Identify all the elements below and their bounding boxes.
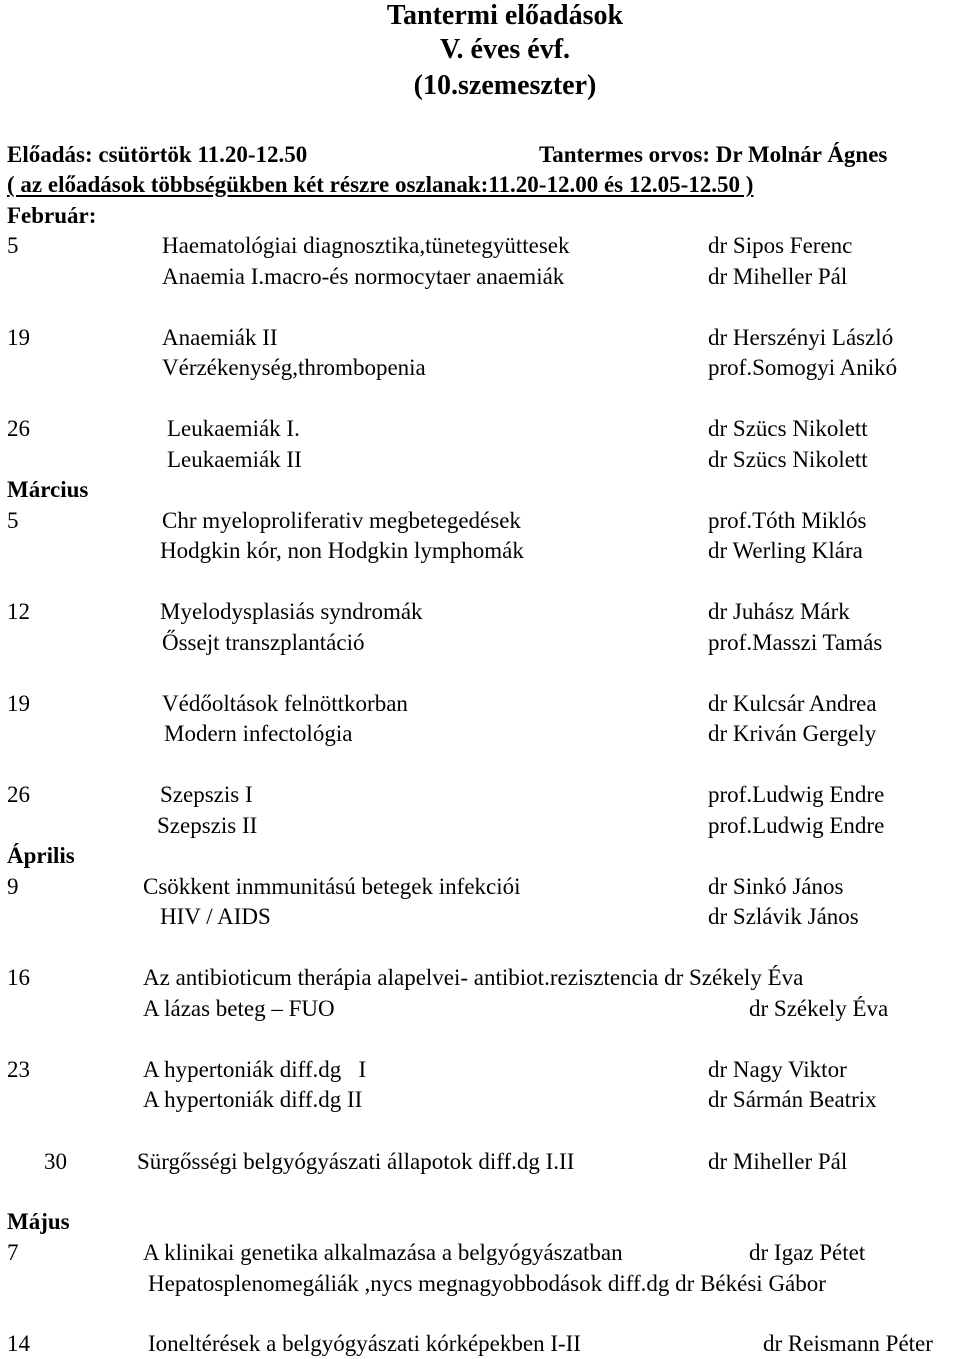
lecturer-name: dr Reismann Péter — [763, 1331, 933, 1356]
lecture-topic: Az antibioticum therápia alapelvei- antibiot.rezisztencia dr Székely Éva — [143, 965, 804, 990]
day-number: 23 — [7, 1057, 30, 1082]
lecture-topic: Szepszis I — [160, 782, 253, 807]
title-line-3: (10.szemeszter) — [413, 70, 597, 101]
lecture-topic: A hypertoniák diff.dg II — [143, 1087, 363, 1112]
lecture-topic: Modern infectológia — [164, 721, 353, 746]
lecturer-name: dr Kulcsár Andrea — [708, 691, 877, 716]
lecture-topic: Sürgősségi belgyógyászati állapotok diff.dg I.II — [137, 1149, 575, 1174]
day-number: 19 — [7, 325, 30, 350]
lecturer-name: dr Herszényi László — [708, 325, 894, 350]
lecturer-name: dr Igaz Pétet — [749, 1240, 866, 1265]
lecture-time: Előadás: csütörtök 11.20-12.50 — [7, 142, 308, 167]
lecture-topic: Védőoltások felnöttkorban — [162, 691, 408, 716]
lecture-topic: A lázas beteg – FUO — [143, 996, 335, 1021]
day-number: 5 — [7, 233, 19, 258]
lecture-topic: A hypertoniák diff.dg I — [143, 1057, 367, 1082]
lecture-topic: Csökkent inmmunitású betegek infekciói — [143, 874, 521, 899]
lecturer-name: prof.Somogyi Anikó — [708, 355, 898, 380]
lecturer-name: dr Sipos Ferenc — [708, 233, 853, 258]
day-number: 9 — [7, 874, 19, 899]
lecturer-name: dr Miheller Pál — [708, 264, 848, 289]
lecture-topic: Leukaemiák II — [167, 447, 302, 472]
lecturer-name: prof.Ludwig Endre — [708, 782, 885, 807]
lecturer-name: dr Juhász Márk — [708, 599, 850, 624]
day-number: 26 — [7, 782, 30, 807]
lecturer-name: prof.Tóth Miklós — [708, 508, 867, 533]
lecturer-name: dr Kriván Gergely — [708, 721, 877, 746]
lecture-topic: A klinikai genetika alkalmazása a belgyógyászatban — [143, 1240, 623, 1265]
day-number: 12 — [7, 599, 30, 624]
lecturer-name: dr Sinkó János — [708, 874, 844, 899]
month-heading-april: Április — [7, 843, 75, 868]
lecturer-name: dr Miheller Pál — [708, 1149, 848, 1174]
schedule-note: ( az előadások többségükben két részre oszlanak:11.20-12.00 és 12.05-12.50 ) — [7, 172, 754, 197]
title-line-1: Tantermi előadások — [386, 0, 624, 31]
month-heading-february: Február: — [7, 203, 97, 228]
day-number: 26 — [7, 416, 30, 441]
lecture-topic: Ioneltérések a belgyógyászati kórképekben I-II — [148, 1331, 581, 1356]
lecturer-name: prof.Masszi Tamás — [708, 630, 883, 655]
lecture-topic: Hodgkin kór, non Hodgkin lymphomák — [160, 538, 524, 563]
lecture-topic: Haematológiai diagnosztika,tünetegyüttesek — [162, 233, 570, 258]
lecturer-name: dr Szlávik János — [708, 904, 859, 929]
lecture-topic: Vérzékenység,thrombopenia — [162, 355, 426, 380]
lecturer-name: dr Sármán Beatrix — [708, 1087, 877, 1112]
day-number: 5 — [7, 508, 19, 533]
lecture-topic: Hepatosplenomegáliák ,nycs megnagyobbodások diff.dg dr Békési Gábor — [148, 1271, 826, 1296]
month-heading-march: Március — [7, 477, 89, 502]
title-line-2: V. éves évf. — [439, 34, 571, 65]
day-number: 16 — [7, 965, 30, 990]
lecture-topic: Chr myeloproliferativ megbetegedések — [162, 508, 521, 533]
lecture-topic: Szepszis II — [157, 813, 258, 838]
lecturer-name: dr Székely Éva — [749, 996, 889, 1021]
lecturer-name: dr Werling Klára — [708, 538, 863, 563]
lecturer-name: prof.Ludwig Endre — [708, 813, 885, 838]
day-number: 7 — [7, 1240, 19, 1265]
room-doctor: Tantermes orvos: Dr Molnár Ágnes — [539, 142, 888, 167]
lecture-topic: Őssejt transzplantáció — [162, 630, 365, 655]
lecture-topic: Myelodysplasiás syndromák — [160, 599, 423, 624]
day-number: 30 — [44, 1149, 67, 1174]
day-number: 19 — [7, 691, 30, 716]
lecturer-name: dr Szücs Nikolett — [708, 447, 868, 472]
lecture-topic: Anaemia I.macro-és normocytaer anaemiák — [162, 264, 565, 289]
lecturer-name: dr Szücs Nikolett — [708, 416, 868, 441]
lecturer-name: dr Nagy Viktor — [708, 1057, 847, 1082]
day-number: 14 — [7, 1331, 30, 1356]
lecture-topic: HIV / AIDS — [160, 904, 271, 929]
month-heading-may: Május — [7, 1209, 70, 1234]
lecture-topic: Leukaemiák I. — [167, 416, 300, 441]
lecture-topic: Anaemiák II — [162, 325, 278, 350]
